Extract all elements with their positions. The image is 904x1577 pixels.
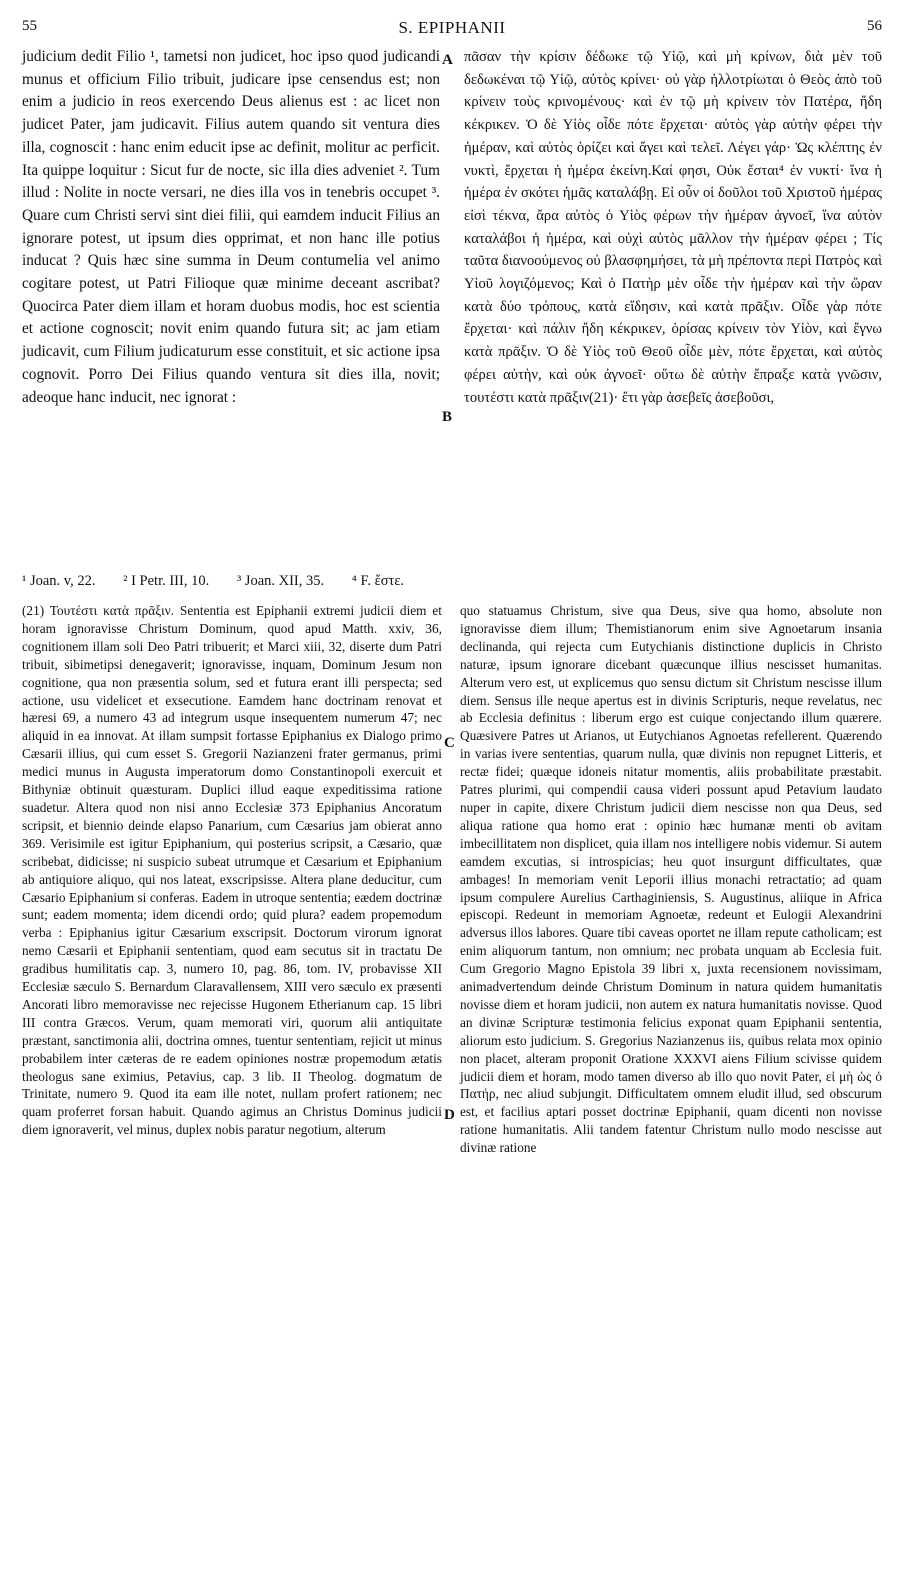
footnote-ref: ³ Joan. XII, 35. — [236, 573, 325, 589]
footnote-references — [22, 573, 882, 590]
margin-letter-a: A — [442, 52, 453, 68]
footnote-ref: ⁴ F. ἔστε. — [351, 573, 405, 589]
commentary-right-text: quo statuamus Christum, sive qua Deus, sive qua homo, absolute non ignoravisse diem illum; Themistianorum enim sive Agnoetarum insania declinanda, qui rejecta cum Eutychianis distinctione duplicis in Christo naturæ, ipsum ignorare dicebant quæcunque illius nescisset humanitas. Alterum vero est, ut explicemus quo sensu dictum sit Christum nescisse illum diem. Sensus ille neque apertus est in divinis Scripturis, neque revelatus, nec ab Ecclesia definitus : liberum ergo est cuique conjectando illum quærere. Quæsivere Patres ut Arianos, ut Eutychianos Agnoetas refellerent. Quærendo in varias ivere sententias, quarum nulla, quæ divinis non repugnet Litteris, et rectæ fidei; quæque idoneis nitatur momentis, aliis probabilitate præstabit. Patres plurimi, qui compendii causa videri possunt apud Petavium laudato nuper in capite, dixere Christum judicii diem nescisse non qua Deus, sed aliqua ratione qua homo erat : opinio hæc humanæ menti ob avitam imbecillitatem non displicet, quia illam nos intelligere nobis videmur. Si autem eamdem excutias, si introspicias; heu quot insurgunt difficultates, quæ ambages! In memoriam venit Leporii illius monachi retractatio; ad quam ipsum compulere Aurelius Carthaginiensis, S. Augustinus, aliique in Africa episcopi. Redeunt in memoriam Agnoetæ, redeunt et Eulogii Alexandrini adversus illos labores. Quare tibi caveas oportet ne illam repute catholicam; est enim aliquorum tantum, non omnium; nec probata unquam ab Ecclesia fuit. Cum Gregorio Magno Epistola 39 libri x, juxta recensionem novissimam, animadvertendum deinde Christum Dominum in natura quidem humanitatis novisse diem et horam judicii, non autem ex natura humanitatis novisse. Quod an divinæ Scripturæ testimonia felicius exponat quam Epiphanii sententia, aliorum esto judicium. S. Gregorius Nazianzenus iis, quibus relata mox opinio non placet, alteram proponit Oratione XXXVI aiens Filium scivisse quidem judicii diem et horam, modo tamen diverso ab illo quo novit Pater, εἰ μὴ ὡς ὁ Πατήρ, nec aliud subjungit. Difficultatem omnem eludit illud, sed obscurum est, et facilius aptari posset doctrinæ Epiphanii, quam dicenti non novisse ratione humanitatis. Alii tandem fatentur Christum nullo modo nescisse aut divinæ ratione — [460, 603, 882, 1156]
footnote-ref: ¹ Joan. v, 22. — [22, 573, 96, 589]
commentary-right — [460, 602, 882, 1157]
greek-paragraph: πᾶσαν τὴν κρίσιν δέδωκε τῷ Υἱῷ, καὶ μὴ κρίνων, διὰ μὲν τοῦ δεδωκέναι τῷ Υἱῷ, αὐτὸς κρίνει· οὐ γὰρ ἠλλοτρίωται ὁ Θεὸς ἀπὸ τοῦ κρίνειν τοὺς κρινομένους· καὶ ἐν τῷ μὴ κρίνειν τὸν Πατέρα, ἤδη κέκρικεν. Ὁ δὲ Υἱὸς οἶδε πότε ἔρχεται· αὐτὸς γὰρ αὐτὴν φέρει τὴν ἡμέραν, καὶ αὐτὸς ὁρίζει καὶ ἄγει καὶ τελεῖ. Λέγει γάρ· Ὡς κλέπτης ἐν νυκτὶ, ἔρχεται ἡ ἡμέρα ἐκείνη.Καί φησι, Οὐκ ἔσται⁴ ἐν νυκτί· ἵνα ἡ ἡμέρα ἐν σκότει ἡμᾶς καταλάβῃ. Εἰ οὖν οἱ δοῦλοι τοῦ Χριστοῦ ἡμέρας εἰσὶ τέκνα, ἄρα αὐτὸς ὁ Υἱὸς φέρων τὴν ἡμέραν ἀγνοεῖ, ἵνα αὐτὸν καταλάβοι ἡ ἡμέρα, καὶ οὐχὶ αὐτὸς μᾶλλον τὴν ἡμέραν φέρει ; Τίς ταῦτα διανοούμενος οὐ βλασφημήσει, τὰ μὴ πρέποντα περὶ Πατρὸς καὶ Υἱοῦ λογιζόμενος; Καὶ ὁ Πατὴρ μὲν οἶδε τὴν ἡμέραν καὶ τὴν ὥραν κατὰ δύο τρόπους, κατὰ εἴδησιν, καὶ κατὰ πρᾶξιν. Οἶδε γὰρ πότε ἔρχεται· καὶ πάλιν ἤδη κέκρικεν, ὁρίσας κρίνειν τὸν Υἱὸν, καὶ ἔγνω κατὰ πρᾶξιν. Ὁ δὲ Υἱὸς τοῦ Θεοῦ οἶδε μὲν, πότε ἔρχεται, καὶ αὐτὸς φέρει αὐτὴν, καὶ οὐκ ἀγνοεῖ· οὕτω δὲ αὐτὴν ἔπραξε κατὰ γνῶσιν, τουτέστι κατὰ πρᾶξιν(21)· ἔτι γὰρ ἀσεβεῖς ἀσεβοῦσι, — [464, 49, 882, 406]
greek-main-text — [464, 46, 882, 409]
margin-letter-c: C — [444, 735, 455, 751]
latin-main-text — [22, 46, 440, 409]
page-number-right: 56 — [867, 18, 882, 34]
page-number-left: 55 — [22, 18, 37, 34]
latin-paragraph: judicium dedit Filio ¹, tametsi non judicet, hoc ipso quod judicandi munus et officium Filio tribuit, judicare ipse censendus est; non enim a judicio in reos exercendo Deus alienus est : ac licet non judicet Pater, jam judicavit. Filius autem quando sit ventura dies illa, cognoscit : hanc enim educit ipse ac definit, molitur ac perficit. Ita quippe loquitur : Sicut fur de nocte, sic illa dies adveniet ². Tum illud : Nolite in nocte versari, ne dies illa vos in tenebris occupet ³. Quare cum Christi servi sint diei filii, qui eamdem inducit Filius an ignorare potest, ut ipsum dies opprimat, et non hanc ille potius inducat ? Quis hæc sine summa in Deum contumelia vel animo cogitare potest, ut Patri Filioque quæ minime deceant ascribat? Quocirca Pater diem illam et horam duobus modis, hoc est scientia et actione cognoscit; novit enim quando futura sit; ac jam etiam judicavit, cum Filium judicaturum esse constituit, et sic actione ipsa cognovit. Porro Dei Filius quando ventura sit dies illa, novit; adeoque hanc inducit, nec ignorat : — [22, 48, 440, 406]
footnote-ref: ² I Petr. III, 10. — [123, 573, 210, 589]
page-header — [0, 0, 904, 40]
running-title: S. EPIPHANII — [398, 18, 506, 37]
margin-letter-b: B — [442, 409, 453, 425]
commentary-left-text: (21) Τουτέστι κατὰ πρᾶξιν. Sententia est Epiphanii extremi judicii diem et horam ignoravisse Christum Dominum, quod apud Matth. xxiv, 36, cognitionem illam soli Deo Patri tribuerit; et Marci xiii, 32, diserte dum Patri tribuit, sibimetipsi denegaverit; ignoravisse, inquam, Dominum Jesum non cognitione, qua non præsentia solum, sed et futura erant illi perspecta; sed actione, usu videlicet et exsecutione. Eamdem hanc doctrinam renovat et hæresi 69, a numero 43 ad integrum usque insequentem numerum 47; nec aliquid in ea innovat. At illam sumpsit fortasse Epiphanius ex Dialogo primo Cæsarii illius, qui cum esset S. Gregorii Nazianzeni frater germanus, primi medici munus in Augusta imperatorum domo Constantinopoli exercuit et Bithyniæ obtinuit quæsturam. Duplici illud eaque expeditissima ratione suadetur. Altera quod non nisi anno Ecclesiæ 373 Epiphanius Ancoratum scripsit, et biennio deinde elapso Panarium, cum Cæsarius jam obierat anno 369. Verisimile est igitur Epiphanium, qui posterius scripsit, a Cæsario, quæ scribebat, didicisse; ni suspicio subeat utrumque et Cæsarium et Epiphanium ab antiquiore aliquo, qui nos lateat, exscripsisse. Altera plane deducitur, cum Cæsario Epiphanium si conferas. Eadem in utroque sententia; eædem doctrinæ sunt; eadem momenta; idem dicendi ordo; quid plura? eadem propemodum verba : Epiphanius igitur Cæsarium exscripsit. Doctorum virorum ignorat nemo Cæsarii et Epiphanii sententiam, quod eam secutus sit in tractatu De gradibus humilitatis cap. 3, numero 10, pag. 86, tom. IV, probavisse XII Ecclesiæ sæculo S. Bernardum Claravallensem, XIII vero sæculo ex præsenti Ancorati libro memoravisse nec rejecisse Hugonem Etherianum cap. 15 libri III contra Græcos. Verum, quam memorati viri, quorum alii antiquitate præstant, sanctimonia alii, doctrina omnes, tuentur sententiam, rejicit ut minus probabilem inter cæteras de re eadem opiniones nostræ propemodum ætatis theologus sane eximius, Petavius, cap. 3 lib. II Theolog. dogmatum de Trinitate, numero 9. Quod ita eam ille notet, nullam profert rationem; nec quam proferret forsan habuit. Quando agimus an Christus Dominus judicii diem ignoraverit, vel minus, duplex nobis paratur negotium, alterum — [22, 603, 442, 1138]
commentary-left — [22, 602, 442, 1139]
margin-letter-d: D — [444, 1107, 455, 1123]
